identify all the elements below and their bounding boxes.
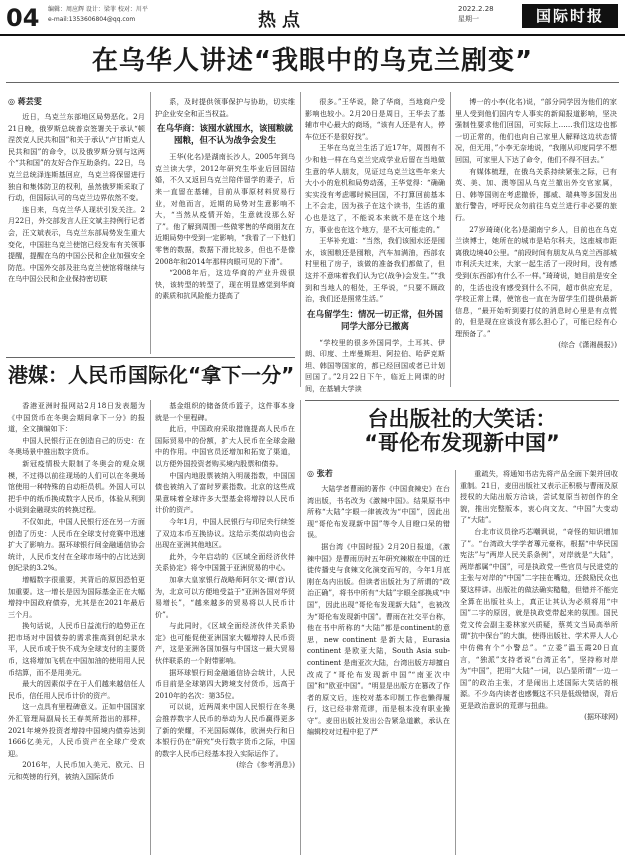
- section-rule: [6, 357, 295, 358]
- ukraine-subheading-businessman: 在乌华商：该囤水就囤水，该囤粮就囤粮，但不认为战争会发生: [156, 124, 293, 147]
- ukraine-col-4: [455, 96, 617, 394]
- ukraine-col-1: [8, 96, 145, 353]
- taiwan-col-2: [460, 468, 618, 856]
- weekday-line: 星期一: [458, 15, 479, 23]
- paragraph: 这一点具有里程碑意义。正如中国国家外汇管理局副局长王春英所指出的那样，2021年境外投资者增持中国境内债券达到1666亿美元，人民币资产在全球广受欢迎。: [8, 702, 145, 758]
- ukraine-col-3: [305, 96, 445, 393]
- headline-rule: [6, 82, 619, 83]
- paragraph: 基金组织的储备货币篮子，这件事本身就是一个里程碑。: [155, 401, 295, 422]
- column-divider: [300, 92, 301, 387]
- paragraph: 近日，乌克兰东部地区局势恶化。2月21日晚，俄罗斯总统普京签署关于承认“顿涅茨克人民共和国”和关于承认“卢甘斯克人民共和国”的命令，以及俄罗斯分别与这两个“共和国”的友好合作互助条约。22日，乌克兰总统泽连斯基回应，乌克兰将保留进行独自和集体防卫的权利，虽然俄罗斯采取了行动，但国际认可的乌克兰边界依然不变。: [8, 112, 145, 203]
- ukraine-col-2: [155, 96, 295, 346]
- paragraph: 新冠疫情极大限制了冬奥会的观众规模，不过得以前往现场的人们可以在冬奥场馆使用一种特殊的自动柜员机。外国人可以把手中的纸币换成数字人民币，体验从利到小说到金融现实的转换过程。: [8, 458, 145, 515]
- section-title: 热点: [258, 10, 306, 31]
- paragraph: 台北市议员徐巧芯嘲讽说，“奇怪的知识增加了”。“台湾政大学学者蓴元豪称，根据“中华民国宪法”与“两岸人民关系条例”，对岸就是“大陆”，两岸都属“中国”，可是执政党一些官员与民进党的主张与对岸的“中国”二字挂在嘴边，还鼓励民众也要这样讲。出版社的做法确实糙糙，但错并不能完全算在出版社头上，真正让其认为必须将用“中国”二字的原因，就是执政党带起来的氛围。国民党文传会副主委林家兴质疑，蔡英文当局高举所谓“抗中保台”的大旗，使得出版社、学术界人人心中仿佛有个“小警总”。“立委”温玉霞20日直言，“独派”支持者说“台湾正名”，坚持称对岸为“中国”，把用“大陆”一词，以凸显所谓“一边一国”的政治主张，才是闹出上述国际大笑话的根源。不少岛内读者也感慨这不只是低级错误，背后更是政治意识的荒谬与扭曲。: [460, 526, 618, 710]
- issue-date: [458, 4, 494, 24]
- paragraph: 香港亚洲时报网站2月18日发表题为《中国货币在冬奥会期间拿下一分》的报道，全文摘编如下：: [8, 401, 145, 434]
- hk-col-2: [155, 400, 295, 855]
- paragraph: 连日来，乌克兰华人现状引发关注。2月22日，外交部发言人汪文斌主持例行记者会，汪文斌表示，乌克兰东部局势发生重大变化，中国驻乌克兰使馆已经发布有关领事提醒，提醒在乌的中国公民和企业加强安全防范。中国外交部及驻乌克兰使馆将继续与在乌中国公民和企业保持密切联: [8, 204, 145, 284]
- paragraph: 与此同时，《区域全面经济伙伴关系协定》也可能促使亚洲国家大幅增持人民币资产，这是亚洲各国加强与中国这一最大贸易伙伴联系的一个附带影响。: [155, 621, 295, 666]
- paragraph: 此后，中国政府采取措施提高人民币在国际贸易中的份额，扩大人民币在全球金融中的作用。中国官员还增加和拓宽了渠道，以方便外国投资者购买境内股票和债券。: [155, 424, 295, 468]
- column-divider: [450, 92, 451, 387]
- page-number: 04: [6, 4, 40, 32]
- taiwan-byline: ◎ 张若: [307, 469, 333, 478]
- ukraine-byline: ◎ 蒋芸雯: [8, 97, 42, 106]
- paragraph: 重疏失，将通知书店先将产品全面下架并回收重制。21日，麦田出版社又表示正积极与曹雨及原授权的大陆出版方洽谈，尝试复原当初创作的全貌，推出完整版本，衷心向文友、“中国”大变动了“大陆”。: [460, 469, 618, 525]
- paragraph: 增幅数字很重要，其背后的原因恐怕更加重要。这一增长是因为国际基金正在大幅增持中国政府债券，尤其是在2021年最后三个月。: [8, 574, 145, 619]
- section-rule: [305, 400, 619, 401]
- column-divider: [300, 400, 301, 855]
- paragraph: 换句话说，人民币日益流行的趋势正在把市场对中国债券的需求推高到创纪录水平，人民币或于快不成为全球支付的主要货币，这将增加飞机在中国加油的使用用人民币结算，而不是用美元。: [8, 621, 145, 677]
- ukraine-subheading-students: 在乌留学生：情况一切正常，但外国同学大部分已撤离: [306, 309, 443, 332]
- taiwan-col-1: [307, 468, 450, 856]
- hk-source: (综合《参考消息》): [236, 760, 295, 770]
- paragraph: 2016年，人民币加入美元、欧元、日元和英镑的行列，被纳入国际货币: [8, 760, 145, 781]
- paragraph: 不仅如此，中国人民银行还在另一方面创造了历史：人民币在全球支付竞赛中迅速扩大了影响力。据环球银行间金融通信协会统计，人民币支付在全球市场中的占比达到创纪录的3.2%。: [8, 516, 145, 573]
- taiwan-headline-line1: 台出版社的大笑话：: [367, 407, 557, 431]
- paragraph: 加拿大皇家银行战略师阿尔文·谭(音)认为，北京可以方便地受益于“亚洲各国对华贸易增长”，“越来越多的贸易将以人民币计价”。: [155, 574, 295, 619]
- paragraph: 系，及时提供领事保护与协助，切实维护企业安全和正当权益。: [155, 97, 295, 118]
- taiwan-headline-line2: “哥伦布发现新中国”: [364, 431, 560, 455]
- column-divider: [150, 92, 151, 354]
- paragraph: 博一的小李(化名)说，“部分同学因为他们的家里人受到他们国内专人事实的新闻报道影响，坚决强制性要求他们回国，可实际上……我们这边也都一切正常的，他们也向自己家里人解释这边状态情况，但无用，”小李无奈地说，“我刚从印度同学不想回国，可家里人下达了命令，他们不得不回去。”: [455, 97, 617, 164]
- newspaper-logo: 国际时报: [522, 4, 618, 28]
- main-headline: 在乌华人讲述“我眼中的乌克兰剧变”: [91, 46, 534, 76]
- paragraph: 据台湾《中国时报》2月20日报道，《激辣中国》是曹雨历时五年研究辣椒在中国的迁徙传播史与食辣文化演变而写的，今年1月底刚在岛内出版。但读者出版社为了所谓的“政治正确”，将书中所有“大陆”字眼全部换成“中国”，因此出现“哥伦布发现新大陆”，也被改为“哥伦布发现新中国”。曹雨在社交平台称，他在书中所称的“大陆”都是continent的意思，new continent 是新大陆，Eurasia continent 是欧亚大陆，South Asia sub-continent 是南亚次大陆，台湾出版方却擅自改成了“哥伦布发现新中国”“南亚次中国”和“欧亚中国”。“明显是出版方在篡改了作者的原文后，连校对基本印制工作也懒得履行，这已经非常荒谬，而是根本没有职业操守”。麦田出版社发出公告紧急道歉，承认在编辑校对过程中犯了严: [307, 541, 450, 737]
- hk-col-1: [8, 400, 145, 855]
- hk-media-headline: 港媒：人民币国际化“拿下一分”: [8, 363, 295, 387]
- paragraph: 王华补充道：“当然，我们该囤水还是囤水，该囤粮还是囤粮，汽车加满油，西部农村里租了房子，该做的准备我们都做了，但这并不意味着我们认为它(战争)会发生。”“我到和当地人的相处，王华说，“只要不顾政治，我们还是照常生活。”: [305, 236, 445, 304]
- paragraph: 大陆学者曹雨的著作《中国食辣史》在台湾出版，书名改为《激辣中国》。结果原书中所称“大陆”字眼一律被改为“中国”，因此出现“哥伦布发现新中国”等令人目瞪口呆的错误。: [307, 484, 450, 540]
- email-line: e-mail:1353606804@qq.com: [48, 16, 136, 23]
- taiwan-source: (据环球网): [584, 712, 618, 722]
- paragraph: “2008年后，这边华商的产业升级很快，该转型的转型了，现在明显感觉到华商的素质和抗风险能力提高了: [155, 268, 295, 301]
- editor-line: 编辑：周应辉 设计：梁菲 校对：川平: [48, 6, 148, 13]
- paragraph: 中国内地股票被纳入明晟指数，中国国债也被纳入了富时罗素指数。北京的这些成果意味着全球许多大型基金将增持以人民币计价的资产。: [155, 470, 295, 515]
- masthead: [0, 0, 625, 36]
- paragraph: 27岁琦琦(化名)是湖南宁乡人，目前也在乌克兰读博士，她所在的城市是哈尔科夫，这座城市距离俄边境40公里。“前段时间有朋友从乌克兰西部城市利沃夫过来，大家一起生活了一段时间，没有感受到(东西部)有什么不一样。”琦琦说，她目前是安全的，生活也没有感受到什么不同，超市供应充足，学校正常上课，使馆也一直在为留学生们提供最新信息，“最开始听到要打仗的消息时心里是有点慌的，但是现在应该没有那么担心了，可能已经有心理预备了。”: [455, 224, 617, 338]
- paragraph: 最大的因素似乎在于人们越来越信任人民币，信任用人民币计价的资产。: [8, 679, 145, 700]
- paragraph: 王华(化名)是湖南长沙人，2005年到乌克兰读大学，2012年研究生毕业后回国结婚，不久又返回乌克兰陪伴留学的妻子，后来一直留在基辅，目前从事原材料贸易行业，对他而言，近期的局势对生意影响不大，“当然从疫情开始，生意就没那么好了”。他了解到周围一些做零售的华商朋友在近期局势中受到一定影响，“我看了一下他们零售的数据，数据下滑比较多，但也不是像2008年和2014年那样肉眼可见的下滑”。: [155, 152, 295, 266]
- column-divider: [455, 470, 456, 855]
- paragraph: 有媒体梳理，在俄乌关系持续紧张之际，已有英、美、加、澳等国从乌克兰撤出外交官家属，日、韩等国则在考虑撤侨，挪威、瑞典等多国发出旅行警告，呼吁民众勿前往乌克兰进行非必要的旅行。: [455, 166, 617, 222]
- paragraph: 据环球银行间金融通信协会统计，人民币目前是全球第四大跨境支付货币，远高于2010年的名次：第35位。: [155, 667, 295, 700]
- paragraph: 中国人民银行正在创造自己的历史：在冬奥场景中推出数字货币。: [8, 435, 145, 457]
- date-line: 2022.2.28: [458, 5, 494, 13]
- paragraph: 今年1月，中国人民银行与印尼央行续签了双边本币互换协议。这给示类似动向也会出现在亚洲其他地区。: [155, 516, 295, 550]
- editor-info: [48, 5, 148, 25]
- paragraph: 可以说，近两周来中国人民银行在冬奥会推荐数字人民币的举动为人民币赢得更多了新的荣耀，不光国际媒体，欧洲央行和日本银行仍在“研究”央行数字货币之际，中国的数字人民币已经基本投入实际运作了。: [155, 702, 295, 758]
- ukraine-source: (综合《潇湘晨报》): [558, 340, 617, 350]
- paragraph: 很多。”王华说，除了华商，当地商户受影响也较小。2月20日是周日，王华去了基辅市中心最大的商场，“该有人还是有人，停车位还不是很好找”。: [305, 97, 445, 141]
- paragraph: “学校里的很多外国同学，土耳其、伊朗、印度、土库曼斯坦、阿拉伯、哈萨克斯坦、韩国等国家的，都已经回国或者已计划回国了。”2月22日下午，临近上网课的时间，在基辅大学读: [305, 337, 445, 393]
- paragraph: 此外，今年启动的《区域全面经济伙伴关系协定》将令中国置于亚洲贸易的中心。: [155, 551, 295, 573]
- paragraph: 王华在乌克兰生活了近17年，周围有不少和他一样在乌克兰完成学业后留在当地做生意的华人朋友，见证过乌克兰这些年来大大小小的危机和局势动荡，王华觉得：“确确实实没有考虑哪时候回国，不打算回前基本上不会走，因为孩子在这个读书，生活的重心也是这了，不能说本来就不是在这个地方，事业也在这个地方，是不太可能走的。”: [305, 143, 445, 234]
- column-divider: [150, 400, 151, 855]
- taiwan-headline: [305, 407, 619, 455]
